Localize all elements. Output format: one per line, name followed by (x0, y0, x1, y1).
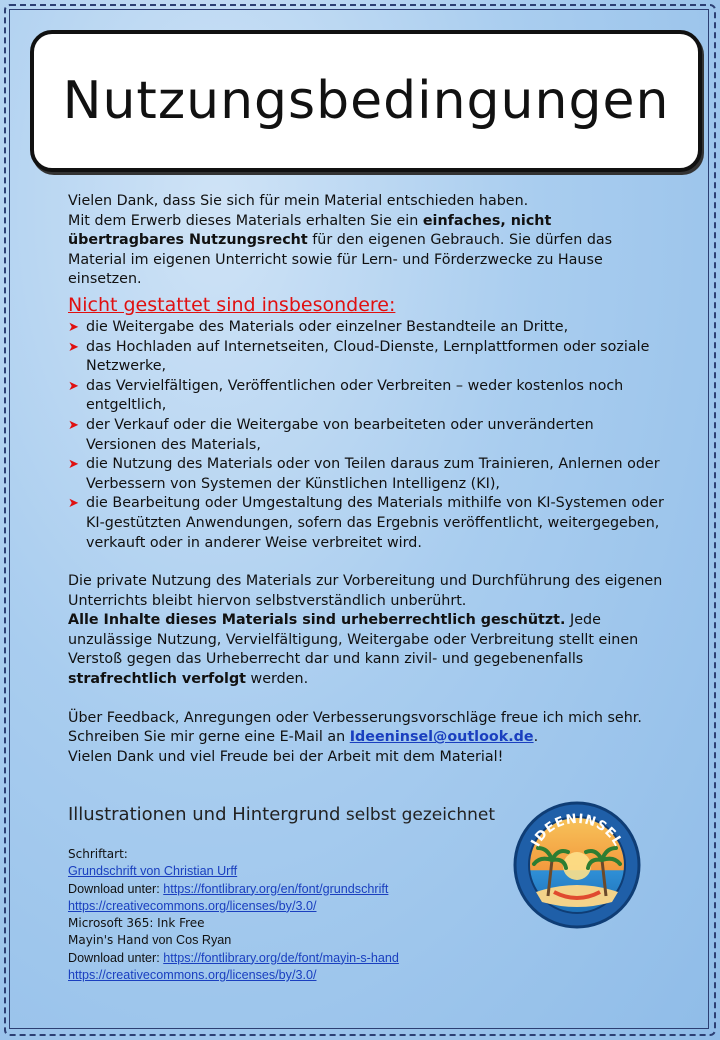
arrow-bullet-icon: ➤ (68, 417, 79, 433)
font3-author: von Cos Ryan (148, 933, 232, 948)
intro-line2-bold: einfaches, nicht übertragbares Nutzungsrecht (68, 212, 552, 249)
list-item (68, 455, 668, 494)
arrow-bullet-icon: ➤ (68, 457, 79, 473)
font2-name: Microsoft 365: Ink Free (68, 916, 205, 931)
font-label: Schriftart: (68, 847, 128, 861)
page-title: Nutzungsbedingungen (62, 71, 670, 131)
list-item (68, 318, 668, 338)
list-item (68, 416, 668, 455)
font1-url-link[interactable]: https://fontlibrary.org/en/font/grundschrift (163, 881, 389, 896)
intro-line2-pre: Mit dem Erwerb dieses Materials erhalten Sie ein (68, 212, 423, 229)
private-end: werden. (246, 671, 309, 688)
ideeninsel-logo-icon (512, 800, 642, 930)
feedback-paragraph (68, 709, 668, 768)
list-item-text: der Verkauf oder die Weitergabe von bearbeiteten oder unveränderten Versionen des Materials, (86, 416, 594, 453)
list-item (68, 338, 668, 377)
license-link[interactable]: https://creativecommons.org/licenses/by/3.0/ (68, 898, 317, 913)
private-text: Die private Nutzung des Materials zur Vorbereitung und Durchführung des eigenen Unterrichts bleibt hiervon selbstverständlich unberührt. (68, 573, 663, 609)
illustration-lead: Illustrationen und Hintergrund (68, 804, 341, 825)
email-link[interactable]: Ideeninsel@outlook.de (349, 729, 534, 746)
logo-text: IDEENINSEL (528, 811, 626, 850)
arrow-bullet-icon: ➤ (68, 378, 79, 394)
arrow-bullet-icon: ➤ (68, 319, 79, 335)
list-item (68, 377, 668, 416)
intro-paragraph (68, 192, 668, 290)
illustration-rest: selbst gezeichnet (340, 805, 496, 825)
font3-url-link[interactable]: https://fontlibrary.org/de/font/mayin-s-hand (163, 950, 399, 965)
title-box (30, 30, 702, 172)
private-mid: Jede unzulässige Nutzung, Vervielfältigung, Weitergabe oder Verbreitung stellt einen Verstoß gegen das Urheberrecht dar und kann zivil- und gegebenenfalls (68, 612, 639, 668)
not-allowed-list (68, 318, 668, 553)
illustration-note (68, 804, 495, 825)
list-item (68, 494, 668, 553)
list-item-text: die Weitergabe des Materials oder einzelner Bestandteile an Dritte, (86, 318, 569, 335)
font1-link[interactable]: Grundschrift von Christian Urff (68, 864, 238, 879)
intro-line2-post: für den eigenen Gebrauch. Sie dürfen das Material im eigenen Unterricht sowie für Lern- und Förderzwecke zu Hause einsetzen. (68, 232, 613, 288)
terms-content (68, 192, 668, 767)
copyright-bold: Alle Inhalte dieses Materials sind urheberrechtlich geschützt. (68, 612, 566, 629)
private-use-paragraph (68, 572, 668, 690)
download-label: Download unter: (68, 950, 164, 965)
intro-line1: Vielen Dank, dass Sie sich für mein Material entschieden haben. (68, 193, 529, 209)
feedback-period: . (533, 729, 539, 746)
not-allowed-heading: Nicht gestattet sind insbesondere: (68, 293, 396, 316)
arrow-bullet-icon: ➤ (68, 339, 79, 355)
list-item-text: das Hochladen auf Internetseiten, Cloud-Dienste, Lernplattformen oder soziale Netzwerke, (86, 338, 650, 375)
font-credits (68, 846, 508, 984)
download-label: Download unter: (68, 881, 164, 896)
license-link[interactable]: https://creativecommons.org/licenses/by/3.0/ (68, 968, 317, 983)
list-item-text: das Vervielfältigen, Veröffentlichen oder Verbreiten – weder kostenlos noch entgeltlich, (86, 377, 624, 414)
criminal-bold: strafrechtlich verfolgt (68, 671, 247, 688)
arrow-bullet-icon: ➤ (68, 496, 79, 512)
thanks-text: Vielen Dank und viel Freude bei der Arbeit mit dem Material! (68, 748, 504, 765)
list-item-text: die Nutzung des Materials oder von Teilen daraus zum Trainieren, Anlernen oder Verbessern von Systemen der Künstlichen Intelligenz (KI), (86, 456, 660, 492)
feedback-text: Über Feedback, Anregungen oder Verbesserungsvorschläge freue ich mich sehr. Schreiben Sie mir gerne eine E-Mail an (68, 709, 642, 746)
font3-name: Mayin's Hand (68, 933, 149, 948)
list-item-text: die Bearbeitung oder Umgestaltung des Materials mithilfe von KI-Systemen oder KI-gestützten Anwendungen, sofern das Ergebnis veröffentlicht, weitergegeben, verkauft oder in anderer Weise verbreitet wird. (86, 495, 664, 551)
